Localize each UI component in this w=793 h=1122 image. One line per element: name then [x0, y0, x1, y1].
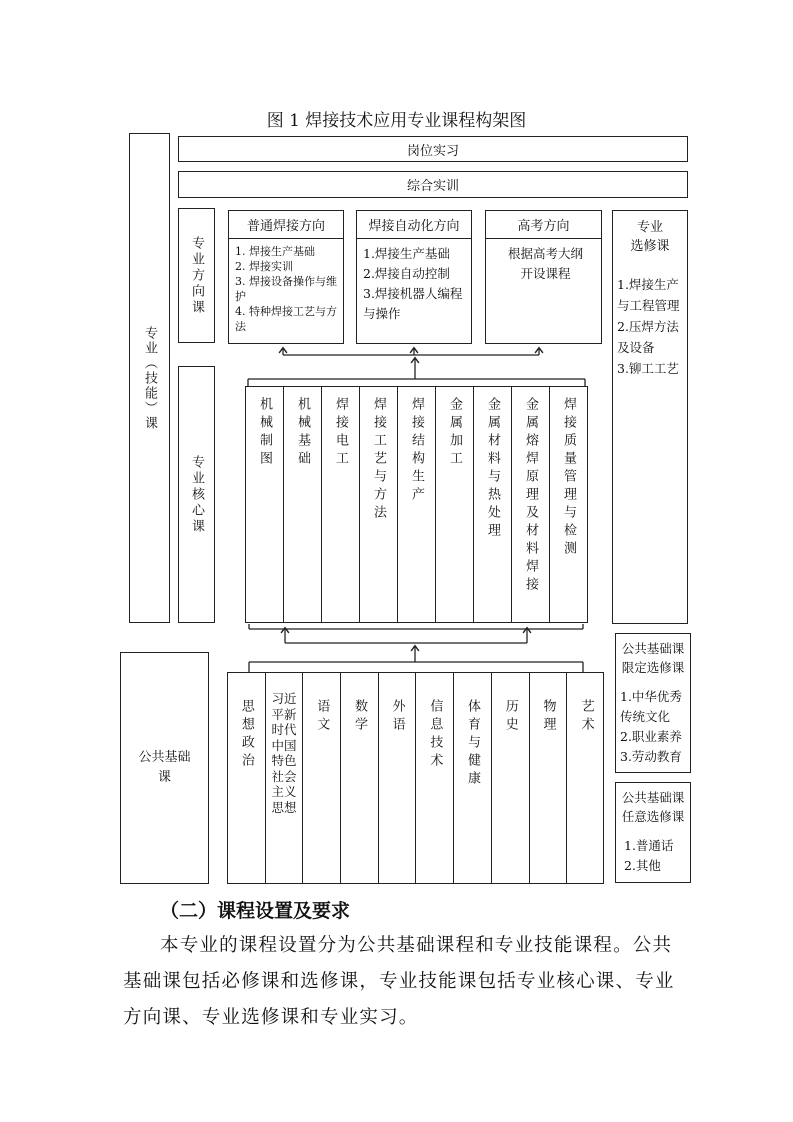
internship-band: 岗位实习 [178, 136, 688, 162]
public-course: 思想政治 [228, 673, 266, 883]
public-course: 信息技术 [417, 673, 455, 883]
public-optional-title: 公共基础课 任意选修课 [621, 790, 685, 824]
public-limited-item: 1.中华优秀传统文化 [620, 689, 682, 724]
direction-item: 3.焊接机器人编程与操作 [363, 286, 463, 321]
core-course-label: 专业核心课 [189, 454, 204, 535]
direction-item: 4. 特种焊接工艺与方法 [235, 305, 337, 333]
elective-item: 3.铆工工艺 [617, 361, 679, 376]
core-course: 焊接质量管理与检测 [561, 397, 576, 559]
direction-item: 2. 焊接实训 [235, 260, 293, 273]
public-optional-item: 1.普通话 [624, 838, 674, 853]
public-limited-title: 公共基础课 限定选修课 [621, 641, 685, 675]
direction-title: 普通焊接方向 [229, 211, 343, 239]
elective-item: 1.焊接生产与工程管理 [617, 277, 680, 313]
public-optional-item: 2.其他 [624, 858, 661, 873]
public-limited-item: 2.职业素养 [620, 729, 682, 744]
elective-item: 2.压焊方法及设备 [617, 319, 679, 355]
direction-item: 1.焊接生产基础 [363, 246, 450, 261]
direction-item: 1. 焊接生产基础 [235, 245, 315, 258]
core-course: 金属加工 [436, 387, 474, 622]
core-course: 金属熔焊原理及材料焊接 [512, 387, 550, 622]
public-course: 体育与健康 [454, 673, 492, 883]
direction-title: 焊接自动化方向 [357, 211, 471, 239]
public-course: 习近平新时代中国特色社会主义思想 [266, 673, 304, 883]
public-course-label: 公共基础课 [138, 750, 191, 785]
direction-course-label: 专业方向课 [189, 235, 204, 316]
core-course: 机械制图 [246, 387, 284, 622]
public-course: 数学 [341, 673, 379, 883]
direction-item: 根据高考大纲开设课程 [507, 246, 583, 281]
public-course: 语文 [303, 673, 341, 883]
core-course: 焊接工艺与方法 [360, 387, 398, 622]
direction-item: 2.焊接自动控制 [363, 266, 450, 281]
direction-title: 高考方向 [486, 211, 601, 239]
elective-title: 专业 选修课 [630, 220, 670, 254]
figure-title: 图 1 焊接技术应用专业课程构架图 [266, 111, 527, 131]
public-course: 外语 [379, 673, 417, 883]
direction-item: 3. 焊接设备操作与维护 [235, 275, 337, 303]
public-course: 物理 [530, 673, 568, 883]
public-limited-item: 3.劳动教育 [620, 749, 682, 764]
section-heading: （二）课程设置及要求 [160, 900, 351, 922]
core-course: 焊接电工 [322, 387, 360, 622]
training-band: 综合实训 [178, 171, 688, 198]
core-course: 焊接结构生产 [398, 387, 436, 622]
public-course: 艺术 [578, 699, 594, 735]
core-course: 机械基础 [284, 387, 322, 622]
public-course: 历史 [492, 673, 530, 883]
core-course: 金属材料与热处理 [474, 387, 512, 622]
professional-skill-label: 专业（技能）课 [142, 325, 157, 431]
body-paragraph: 本专业的课程设置分为公共基础课程和专业技能课程。公共基础课包括必修课和选修课，专业技能课包括专业核心课、专业方向课、专业选修课和专业实习。 [123, 935, 675, 1028]
